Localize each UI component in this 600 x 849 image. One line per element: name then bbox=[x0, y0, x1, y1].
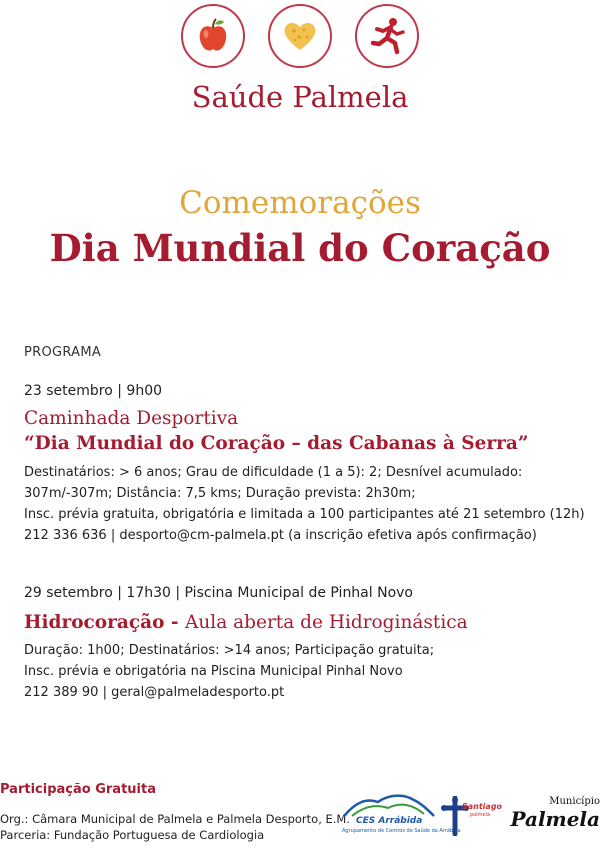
ces-arrabida-logo bbox=[342, 792, 461, 840]
brand-logo bbox=[181, 4, 419, 68]
apple-icon bbox=[181, 4, 245, 68]
event-1-detail-line: Insc. prévia gratuita, obrigatória e limitada a 100 participantes até 21 setembro (12h) bbox=[24, 507, 585, 522]
event-2-datetime: 29 setembro | 17h30 | Piscina Municipal de Pinhal Novo bbox=[24, 585, 413, 601]
event-1-name: Caminhada Desportiva bbox=[24, 408, 239, 429]
program-label: PROGRAMA bbox=[24, 345, 102, 360]
event-1-detail-line: Destinatários: > 6 anos; Grau de dificuldade (1 a 5): 2; Desnível acumulado: bbox=[24, 465, 523, 480]
organizer-text: Org.: Câmara Municipal de Palmela e Palmela Desporto, E.M. bbox=[0, 812, 351, 826]
event-2-detail-line: Insc. prévia e obrigatória na Piscina Municipal Pinhal Novo bbox=[24, 664, 403, 679]
santiago-label: Santiago bbox=[462, 802, 503, 811]
ces-sub-label: Agrupamento de Centros de Saúde da Arrábida bbox=[342, 828, 461, 834]
event-2-details bbox=[24, 640, 434, 703]
ces-label: CES Arrábida bbox=[356, 816, 423, 826]
mountain-icon bbox=[342, 792, 436, 818]
event-1-detail-line: 212 336 636 | desporto@cm-palmela.pt (a inscrição efetiva após confirmação) bbox=[24, 528, 537, 543]
santiago-sub-label: palmela bbox=[470, 812, 491, 818]
heart-icon bbox=[268, 4, 332, 68]
event-2-name-bold: Hidrocoração - bbox=[24, 612, 186, 633]
free-participation-label: Participação Gratuita bbox=[0, 782, 156, 797]
partnership-text: Parceria: Fundação Portuguesa de Cardiologia bbox=[0, 828, 265, 842]
runner-icon bbox=[355, 4, 419, 68]
santiago-logo bbox=[440, 792, 503, 840]
partner-logos bbox=[342, 792, 600, 842]
brand-name: Saúde Palmela bbox=[191, 80, 409, 114]
event-1-datetime: 23 setembro | 9h00 bbox=[24, 383, 163, 399]
municipio-label: Município bbox=[549, 796, 600, 807]
event-2-name bbox=[24, 612, 468, 633]
event-1-quote: “Dia Mundial do Coração – das Cabanas à Serra” bbox=[24, 433, 529, 454]
event-2-name-rest: Aula aberta de Hidroginástica bbox=[185, 612, 468, 633]
event-2-detail-line: 212 389 90 | geral@palmeladesporto.pt bbox=[24, 685, 285, 700]
palmela-label: Palmela bbox=[510, 807, 600, 831]
event-2-detail-line: Duração: 1h00; Destinatários: >14 anos; Participação gratuita; bbox=[24, 643, 435, 658]
page-title: Dia Mundial do Coração bbox=[49, 226, 551, 270]
credits bbox=[0, 811, 350, 843]
event-1-details bbox=[24, 462, 585, 546]
event-1-detail-line: 307m/-307m; Distância: 7,5 kms; Duração prevista: 2h30m; bbox=[24, 486, 416, 501]
subtitle: Comemorações bbox=[179, 185, 421, 221]
municipio-palmela-logo bbox=[500, 796, 600, 836]
